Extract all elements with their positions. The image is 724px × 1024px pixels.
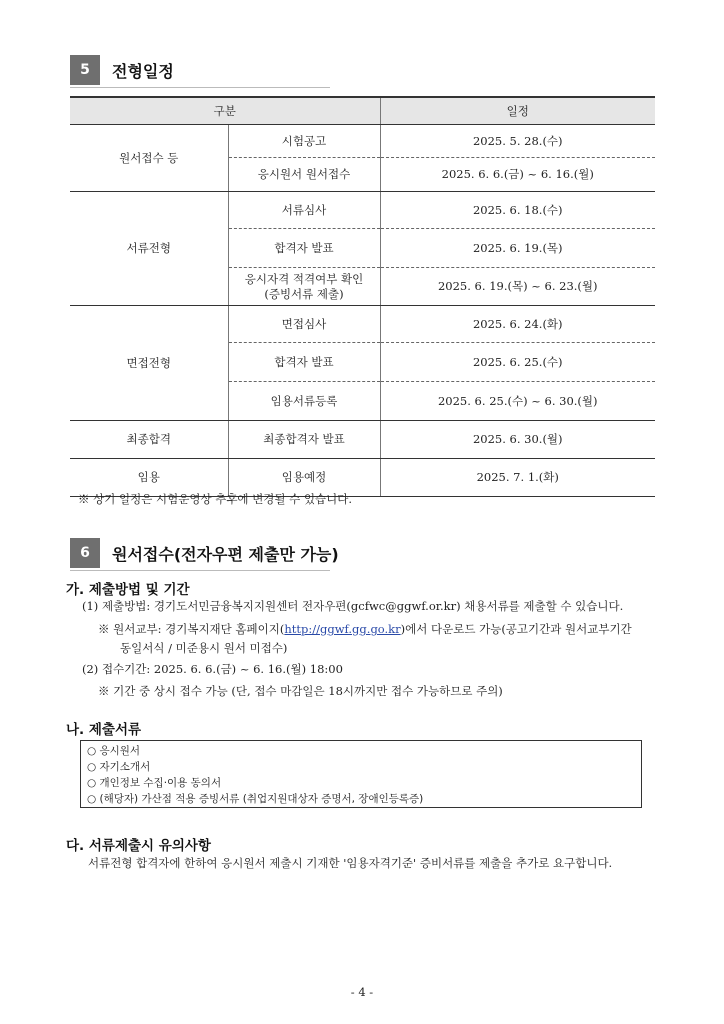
item-cell xyxy=(228,268,380,306)
table-row xyxy=(70,125,655,158)
section-6-underline xyxy=(70,570,330,571)
section-6-number: 6 xyxy=(70,538,100,568)
submission-period-note: ※ 기간 중 상시 접수 가능 (단, 접수 마감일은 18시까지만 접수 가능하므로 주의) xyxy=(98,684,503,698)
subsection-b-heading: 나. 제출서류 xyxy=(66,722,142,738)
required-documents-box xyxy=(80,740,642,808)
group-label: 최종합격 xyxy=(70,421,228,459)
group-label: 원서접수 등 xyxy=(70,125,228,192)
date-cell: 2025. 6. 30.(월) xyxy=(380,421,655,459)
application-form-note-line2: 동일서식 / 미준용시 원서 미접수) xyxy=(120,641,288,655)
item-cell: 응시원서 원서접수 xyxy=(228,158,380,192)
section-5-underline xyxy=(70,87,330,88)
application-form-note xyxy=(98,621,632,637)
item-cell: 시험공고 xyxy=(228,125,380,158)
date-cell: 2025. 6. 19.(목) xyxy=(380,229,655,268)
subsection-a-heading: 가. 제출방법 및 기간 xyxy=(66,582,190,598)
date-cell: 2025. 6. 6.(금) ~ 6. 16.(월) xyxy=(380,158,655,192)
date-cell: 2025. 6. 25.(수) ~ 6. 30.(월) xyxy=(380,382,655,421)
group-label: 서류전형 xyxy=(70,192,228,306)
item-cell: 최종합격자 발표 xyxy=(228,421,380,459)
item-cell: 합격자 발표 xyxy=(228,229,380,268)
date-cell: 2025. 6. 18.(수) xyxy=(380,192,655,229)
date-cell: 2025. 5. 28.(수) xyxy=(380,125,655,158)
group-label: 임용 xyxy=(70,459,228,497)
section-6-header xyxy=(70,538,339,568)
list-item: ○ 자기소개서 xyxy=(87,761,151,773)
date-cell: 2025. 6. 25.(수) xyxy=(380,343,655,382)
page-number: - 4 - xyxy=(350,985,374,999)
table-row xyxy=(70,421,655,459)
list-item: ○ 응시원서 xyxy=(87,745,141,757)
table-row xyxy=(70,306,655,343)
subsection-c-heading: 다. 서류제출시 유의사항 xyxy=(66,838,211,854)
section-5-number: 5 xyxy=(70,55,100,85)
table-row xyxy=(70,192,655,229)
header-category: 구분 xyxy=(70,97,380,125)
item-cell: 서류심사 xyxy=(228,192,380,229)
item-line: 응시자격 적격여부 확인 xyxy=(244,272,364,287)
list-item: ○ (해당자) 가산점 적용 증빙서류 (취업지원대상자 증명서, 장애인등록증) xyxy=(87,793,424,805)
item-cell: 합격자 발표 xyxy=(228,343,380,382)
note-suffix: )에서 다운로드 가능(공고기간과 원서교부기간 xyxy=(400,622,632,636)
header-schedule: 일정 xyxy=(380,97,655,125)
table-header-row xyxy=(70,97,655,125)
section-5-title: 전형일정 xyxy=(112,61,174,81)
submission-method: (1) 제출방법: 경기도서민금융복지지원센터 전자우편(gcfwc@ggwf.or.kr) 채용서류를 제출할 수 있습니다. xyxy=(82,599,624,613)
date-cell: 2025. 6. 24.(화) xyxy=(380,306,655,343)
section-5-header xyxy=(70,55,174,85)
schedule-note: ※ 상기 일정은 시험운영상 추후에 변경될 수 있습니다. xyxy=(78,492,353,506)
item-cell: 면접심사 xyxy=(228,306,380,343)
date-cell: 2025. 6. 19.(목) ~ 6. 23.(월) xyxy=(380,268,655,306)
schedule-table xyxy=(70,96,655,497)
item-cell: 임용서류등록 xyxy=(228,382,380,421)
note-prefix: ※ 원서교부: 경기복지재단 홈페이지( xyxy=(98,622,285,636)
group-label: 면접전형 xyxy=(70,306,228,421)
item-cell: 임용예정 xyxy=(228,459,380,497)
item-line: (증빙서류 제출) xyxy=(264,286,344,301)
submission-period: (2) 접수기간: 2025. 6. 6.(금) ~ 6. 16.(월) 18:00 xyxy=(82,662,343,676)
section-6-title: 원서접수(전자우편 제출만 가능) xyxy=(112,544,339,564)
subsection-c-text: 서류전형 합격자에 한하여 응시원서 제출시 기재한 '임용자격기준' 증비서류를 제출을 추가로 요구합니다. xyxy=(88,856,613,870)
list-item: ○ 개인정보 수집·이용 동의서 xyxy=(87,777,222,789)
date-cell: 2025. 7. 1.(화) xyxy=(380,459,655,497)
homepage-link[interactable]: http://ggwf.gg.go.kr xyxy=(284,622,401,636)
